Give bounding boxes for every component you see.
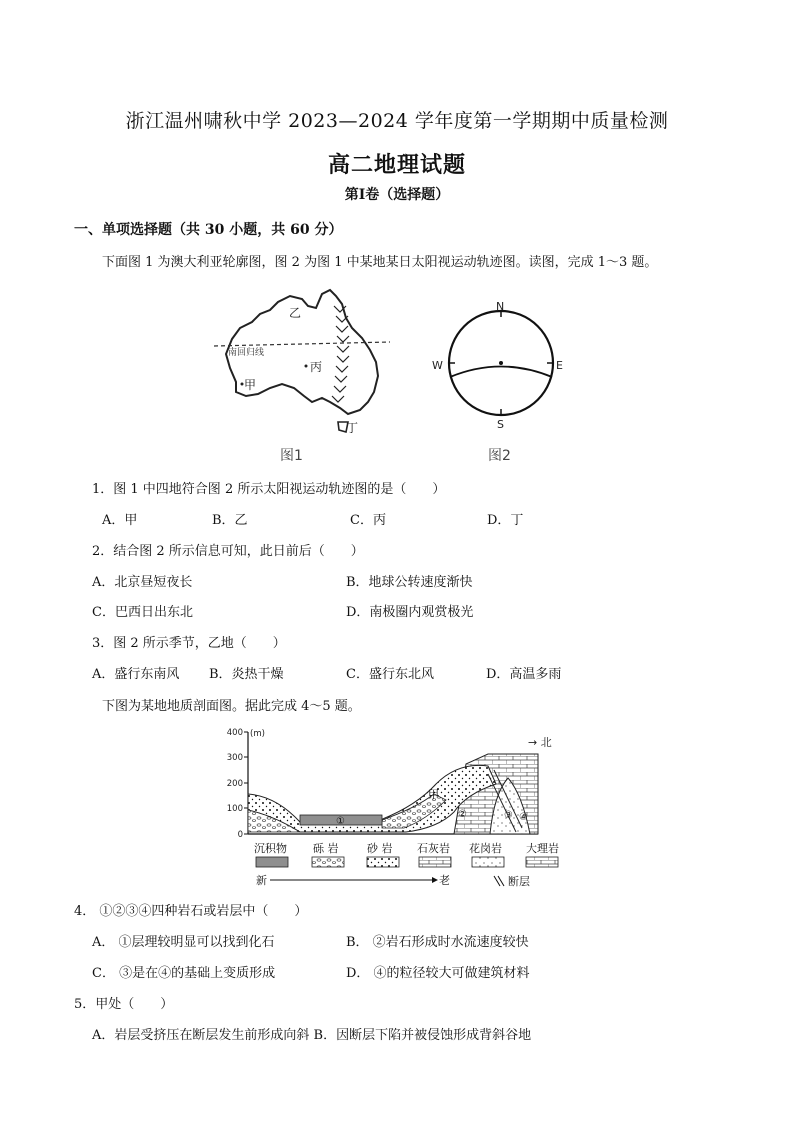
q3-stem: 3．图 2 所示季节，乙地（ ） (92, 636, 286, 651)
q4-option-c: C． ③是在④的基础上变质形成 (92, 966, 276, 981)
volume-title: 第Ⅰ卷（选择题） (344, 187, 450, 203)
label-yi: 乙 (289, 306, 302, 320)
tropic-line (214, 342, 390, 346)
age-new: 新 (256, 874, 267, 887)
legend-conglomerate: 砾 岩 (313, 842, 339, 855)
circle-4: ④ (519, 812, 528, 823)
figure-1-australia-map (212, 284, 392, 464)
circle-3: ③ (504, 810, 513, 821)
fault-label: 断层 (508, 875, 530, 888)
q3-option-b: B．炎热干燥 (209, 667, 284, 682)
legend-granite: 花岗岩 (469, 842, 502, 855)
q5-stem: 5．甲处（ ） (74, 997, 174, 1012)
figure-2-caption: 图2 (488, 448, 511, 464)
intro-text-2: 下图为某地地质剖面图。据此完成 4～5 题。 (102, 699, 361, 714)
q3-option-d: D．高温多雨 (486, 667, 562, 682)
subject-title: 高二地理试题 (327, 152, 466, 178)
y-tick-0: 0 (237, 830, 243, 840)
q4-stem: 4． ①②③④四种岩石或岩层中（ ） (74, 904, 308, 919)
figure-1-caption: 图1 (280, 448, 303, 464)
q4-option-d: D． ④的粒径较大可做建筑材料 (346, 966, 530, 981)
q1-option-d: D．丁 (487, 513, 524, 528)
figure-3-geologic-section (226, 724, 572, 890)
dir-south: S (497, 418, 504, 431)
age-old: 老 (439, 874, 450, 887)
label-bing: 丙 (310, 360, 323, 374)
section-heading: 一、单项选择题（共 30 小题，共 60 分） (74, 222, 343, 238)
sun-path-arc (450, 367, 552, 378)
y-tick-100: 100 (226, 804, 243, 814)
school-title: 浙江温州啸秋中学 2023—2024 学年度第一学期期中质量检测 (125, 110, 669, 132)
circle-1: ① (336, 816, 345, 827)
zenith-dot (499, 361, 503, 365)
q2-option-c: C．巴西日出东北 (92, 605, 193, 620)
q4-option-a: A． ①层理较明显可以找到化石 (92, 935, 275, 950)
intro-text-1: 下面图 1 为澳大利亚轮廓图，图 2 为图 1 中某地某日太阳视运动轨迹图。读图，完成 1～3 题。 (102, 255, 658, 270)
y-tick-300: 300 (226, 753, 243, 763)
legend-marble: 大理岩 (526, 842, 559, 855)
dir-west: W (432, 359, 443, 372)
y-unit: (m) (250, 729, 265, 739)
q5-options: A．岩层受挤压在断层发生前形成向斜 B．因断层下陷并被侵蚀形成背斜谷地 (92, 1028, 532, 1043)
north-arrow: → 北 (528, 736, 552, 749)
q1-stem: 1．图 1 中四地符合图 2 所示太阳视运动轨迹图的是（ ） (92, 482, 446, 497)
tropic-label: 南回归线 (228, 348, 265, 358)
label-ding: 丁 (346, 421, 359, 435)
legend-limestone: 石灰岩 (417, 842, 450, 855)
label-jia: 甲 (244, 378, 257, 392)
q1-option-b: B．乙 (212, 513, 248, 528)
q3-option-a: A．盛行东南风 (92, 667, 180, 682)
legend-sandstone: 砂 岩 (367, 842, 393, 855)
circle-2: ② (458, 809, 467, 820)
q1-option-a: A．甲 (102, 513, 138, 528)
q3-option-c: C．盛行东北风 (346, 667, 434, 682)
q1-option-c: C．丙 (350, 513, 386, 528)
y-tick-200: 200 (226, 779, 243, 789)
dir-north: N (496, 300, 505, 313)
legend-sediment: 沉积物 (254, 842, 287, 855)
q4-option-b: B． ②岩石形成时水流速度较快 (346, 935, 529, 950)
label-jia-section: 甲 (428, 788, 439, 801)
dir-east: E (556, 359, 563, 372)
figure-2-sun-path (428, 298, 578, 464)
q2-option-d: D．南极圈内观赏极光 (346, 605, 474, 620)
y-tick-400: 400 (226, 728, 243, 738)
q2-stem: 2．结合图 2 所示信息可知，此日前后（ ） (92, 544, 364, 559)
q2-option-b: B．地球公转速度渐快 (346, 575, 473, 590)
q2-option-a: A．北京昼短夜长 (92, 575, 193, 590)
